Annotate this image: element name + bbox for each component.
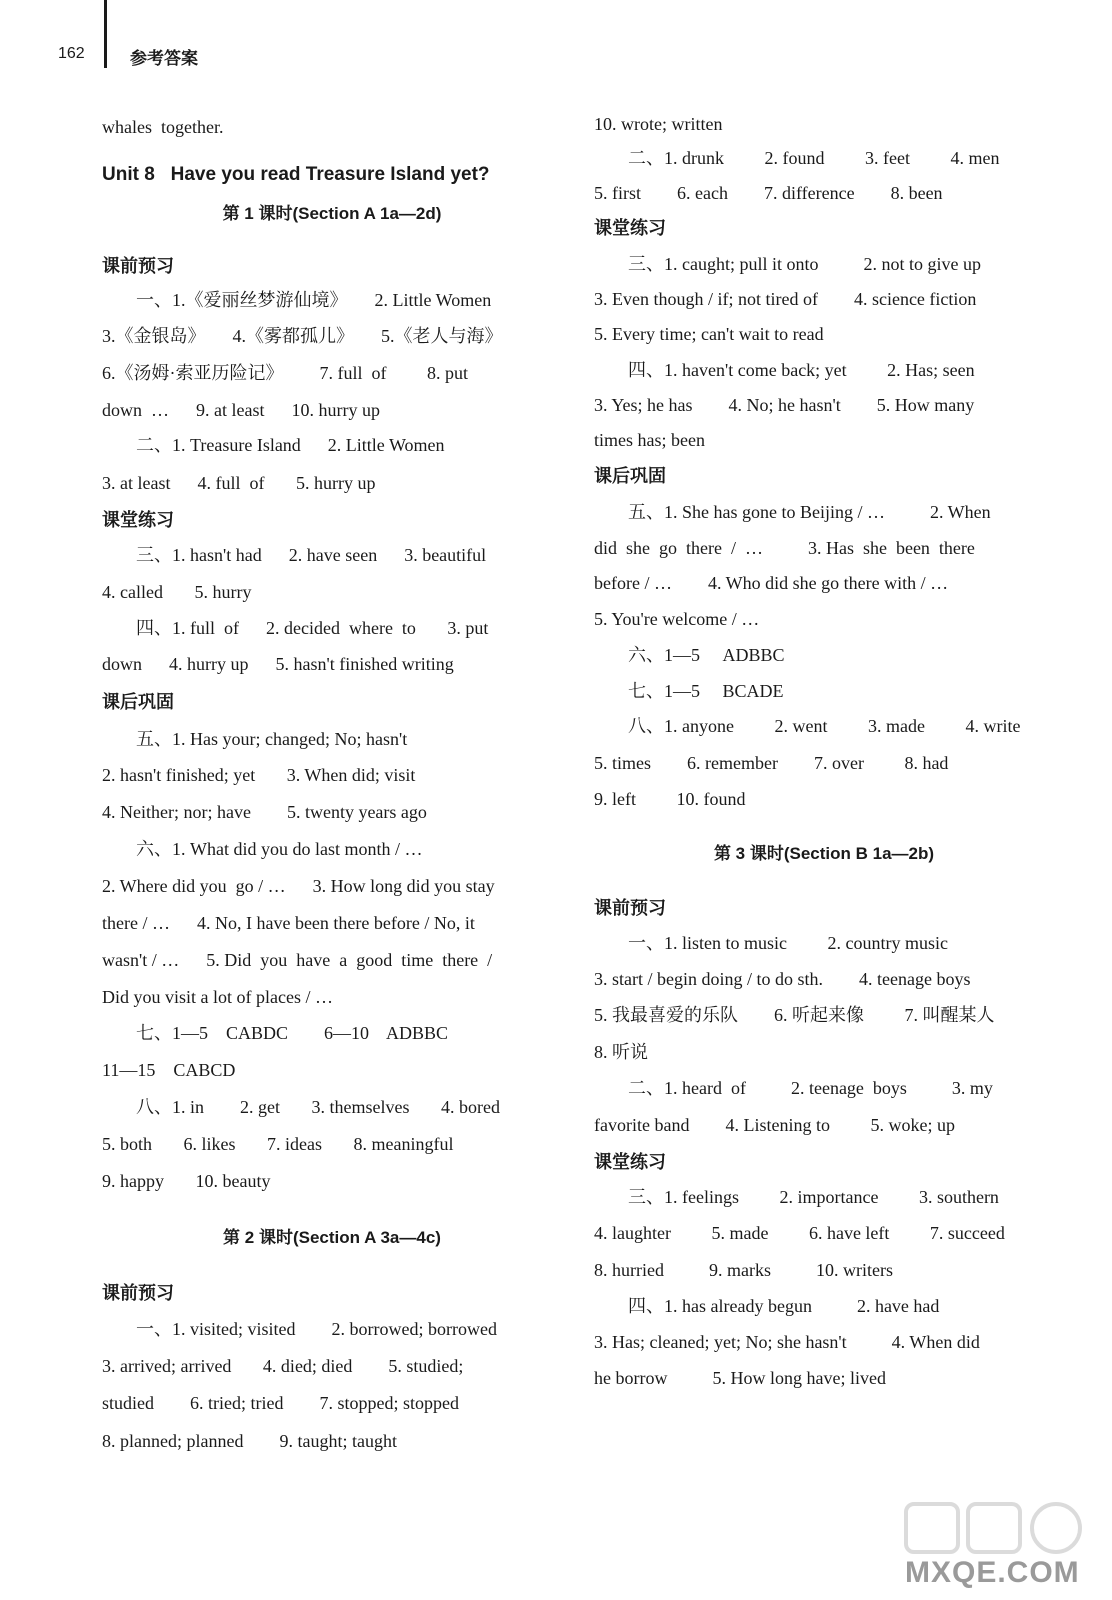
section-heading: 课前预习 <box>102 256 174 276</box>
answer-line: 二、1. heard of 2. teenage boys 3. my <box>628 1078 993 1098</box>
answer-line: 4. Neither; nor; have 5. twenty years ago <box>102 802 427 822</box>
answer-line: 2. Where did you go / … 3. How long did you stay <box>102 876 495 896</box>
lesson-heading: 第 1 课时(Section A 1a—2d) <box>222 204 442 223</box>
watermark-text: MXQE.COM <box>905 1556 1080 1589</box>
section-heading: 课前预习 <box>594 898 666 918</box>
answer-line: 5. Every time; can't wait to read <box>594 324 824 344</box>
answer-line: did she go there / … 3. Has she been there <box>594 538 975 558</box>
answer-line: 11—15 CABCD <box>102 1060 236 1080</box>
answer-line: 4. called 5. hurry <box>102 582 252 602</box>
answer-line: 6.《汤姆·索亚历险记》 7. full of 8. put <box>102 363 468 383</box>
answer-line: 五、1. Has your; changed; No; hasn't <box>136 729 408 749</box>
section-heading: 课后巩固 <box>102 692 174 712</box>
answer-line: 3. Yes; he has 4. No; he hasn't 5. How many <box>594 395 975 415</box>
lesson-heading: 第 3 课时(Section B 1a—2b) <box>713 844 935 863</box>
answer-line: 2. hasn't finished; yet 3. When did; visit <box>102 765 416 785</box>
answer-line: studied 6. tried; tried 7. stopped; stopped <box>102 1393 459 1413</box>
answer-line: 二、1. Treasure Island 2. Little Women <box>136 435 445 455</box>
answer-line: 5. both 6. likes 7. ideas 8. meaningful <box>102 1134 454 1154</box>
section-heading: 课堂练习 <box>594 1152 666 1172</box>
answer-line: 八、1. in 2. get 3. themselves 4. bored <box>136 1097 500 1117</box>
answer-line: favorite band 4. Listening to 5. woke; up <box>594 1115 955 1135</box>
answer-line: 5. 我最喜爱的乐队 6. 听起来像 7. 叫醒某人 <box>594 1005 995 1025</box>
answer-line: 一、1.《爱丽丝梦游仙境》 2. Little Women <box>136 290 492 310</box>
page-number: 162 <box>58 45 85 62</box>
section-heading: 课堂练习 <box>102 510 174 530</box>
answer-line: 9. happy 10. beauty <box>102 1171 271 1191</box>
answer-line: 三、1. caught; pull it onto 2. not to give up <box>628 254 981 274</box>
answer-line: whales together. <box>102 117 224 137</box>
answer-line: 3. arrived; arrived 4. died; died 5. studied; <box>102 1356 464 1376</box>
unit-title: Unit 8 Have you read Treasure Island yet? <box>102 164 490 185</box>
answer-line: before / … 4. Who did she go there with / … <box>594 573 949 593</box>
answer-line: he borrow 5. How long have; lived <box>594 1368 886 1388</box>
answer-line: 七、1—5 CABDC 6—10 ADBBC <box>136 1023 449 1043</box>
answer-line: 六、1—5 ADBBC <box>628 645 785 665</box>
page-header-title: 参考答案 <box>130 49 198 68</box>
section-heading: 课堂练习 <box>594 218 666 238</box>
answer-line: 四、1. haven't come back; yet 2. Has; seen <box>628 360 975 380</box>
answer-line: 3.《金银岛》 4.《雾都孤儿》 5.《老人与海》 <box>102 326 503 346</box>
answer-line: 8. planned; planned 9. taught; taught <box>102 1431 397 1451</box>
answer-line: 8. hurried 9. marks 10. writers <box>594 1260 893 1280</box>
answer-line: 二、1. drunk 2. found 3. feet 4. men <box>628 148 1000 168</box>
answer-line: 3. at least 4. full of 5. hurry up <box>102 473 376 493</box>
answer-line: down 4. hurry up 5. hasn't finished writing <box>102 654 454 674</box>
answer-line: 8. 听说 <box>594 1042 648 1062</box>
answer-line: 八、1. anyone 2. went 3. made 4. write <box>628 716 1021 736</box>
answer-line: 5. You're welcome / … <box>594 609 760 629</box>
section-heading: 课后巩固 <box>594 466 666 486</box>
answer-line: wasn't / … 5. Did you have a good time there / <box>102 950 493 970</box>
answer-line: 一、1. visited; visited 2. borrowed; borrowed <box>136 1319 497 1339</box>
answer-line: Did you visit a lot of places / … <box>102 987 333 1007</box>
answer-line: 五、1. She has gone to Beijing / … 2. When <box>628 502 991 522</box>
answer-line: 四、1. full of 2. decided where to 3. put <box>136 618 489 638</box>
lesson-heading: 第 2 课时(Section A 3a—4c) <box>223 1228 441 1247</box>
answer-line: 10. wrote; written <box>594 114 723 134</box>
answer-line: 三、1. feelings 2. importance 3. southern <box>628 1187 999 1207</box>
answer-line: there / … 4. No, I have been there before / No, it <box>102 913 475 933</box>
answer-line: 5. times 6. remember 7. over 8. had <box>594 753 949 773</box>
section-heading: 课前预习 <box>102 1283 174 1303</box>
answer-line: 3. start / begin doing / to do sth. 4. teenage boys <box>594 969 971 989</box>
answer-line: 9. left 10. found <box>594 789 746 809</box>
answer-line: 四、1. has already begun 2. have had <box>628 1296 940 1316</box>
answer-line: times has; been <box>594 430 705 450</box>
answer-line: 3. Even though / if; not tired of 4. science fiction <box>594 289 977 309</box>
answer-line: 5. first 6. each 7. difference 8. been <box>594 183 943 203</box>
answer-line: 三、1. hasn't had 2. have seen 3. beautiful <box>136 545 487 565</box>
answer-line: 4. laughter 5. made 6. have left 7. succeed <box>594 1223 1005 1243</box>
header-divider <box>104 0 107 68</box>
answer-line: 3. Has; cleaned; yet; No; she hasn't 4. When did <box>594 1332 980 1352</box>
answer-line: 一、1. listen to music 2. country music <box>628 933 948 953</box>
answer-line: down … 9. at least 10. hurry up <box>102 400 380 420</box>
answer-line: 七、1—5 BCADE <box>628 681 784 701</box>
answer-line: 六、1. What did you do last month / … <box>136 839 423 859</box>
